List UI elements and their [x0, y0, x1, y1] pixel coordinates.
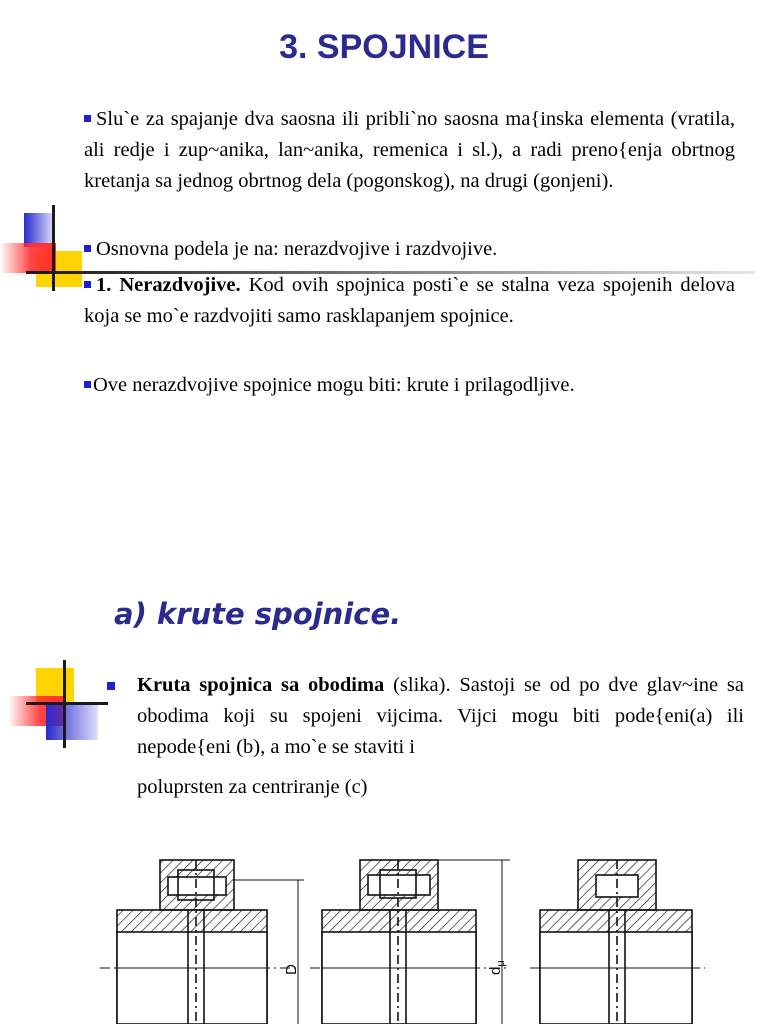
decorative-squares: [8, 660, 108, 750]
bullet-icon: [84, 281, 91, 288]
slide-title: a) krute spojnice.: [114, 597, 402, 631]
coupling-drawing: [0, 825, 768, 1024]
bullet-icon: [84, 381, 91, 388]
coupling-b: [322, 860, 476, 1024]
slide-2: [0, 585, 768, 1024]
coupling-a: [117, 860, 267, 1024]
paragraph-line-2: poluprsten za centriranje (c): [137, 776, 368, 798]
bullet-icon: [84, 245, 91, 252]
bullet-icon: [84, 115, 91, 122]
paragraph-4: Ove nerazdvojive spojnice mogu biti: krute i prilagodljive.: [84, 370, 735, 401]
coupling-c: [540, 860, 692, 1024]
bullet-icon: [107, 682, 115, 690]
paragraph-3: 1. Nerazdvojive. Kod ovih spojnica posti`e se stalna veza spojenih delova koja se mo`e razdvojiti samo rasklapanjem spojnice.: [84, 274, 735, 327]
slide-title: 3. SPOJNICE: [279, 28, 489, 66]
dimension-label-d: D: [283, 964, 300, 975]
dimension-label-dm: $d_\mu$: [487, 960, 507, 975]
paragraph-kruta-spojnica: Kruta spojnica sa obodima (slika). Sastoji se od po dve glav~ine sa obodima koji su spojeni vijcima. Vijci mogu biti pode{eni(a) ili nepode{eni (b), a mo`e se staviti i: [137, 674, 744, 758]
paragraph-1: Slu`e za spajanje dva saosna ili pribli`no saosna ma{inska elementa (vratila, ali redje i zup~anika, lan~anika, remenica i sl.), a radi preno{enja obrtnog kretanja sa jednog obrtnog dela (pogonskog), na drugi (gonjeni).: [84, 108, 735, 192]
paragraph-2: Osnovna podela je na: nerazdvojive i razdvojive.: [84, 234, 735, 265]
